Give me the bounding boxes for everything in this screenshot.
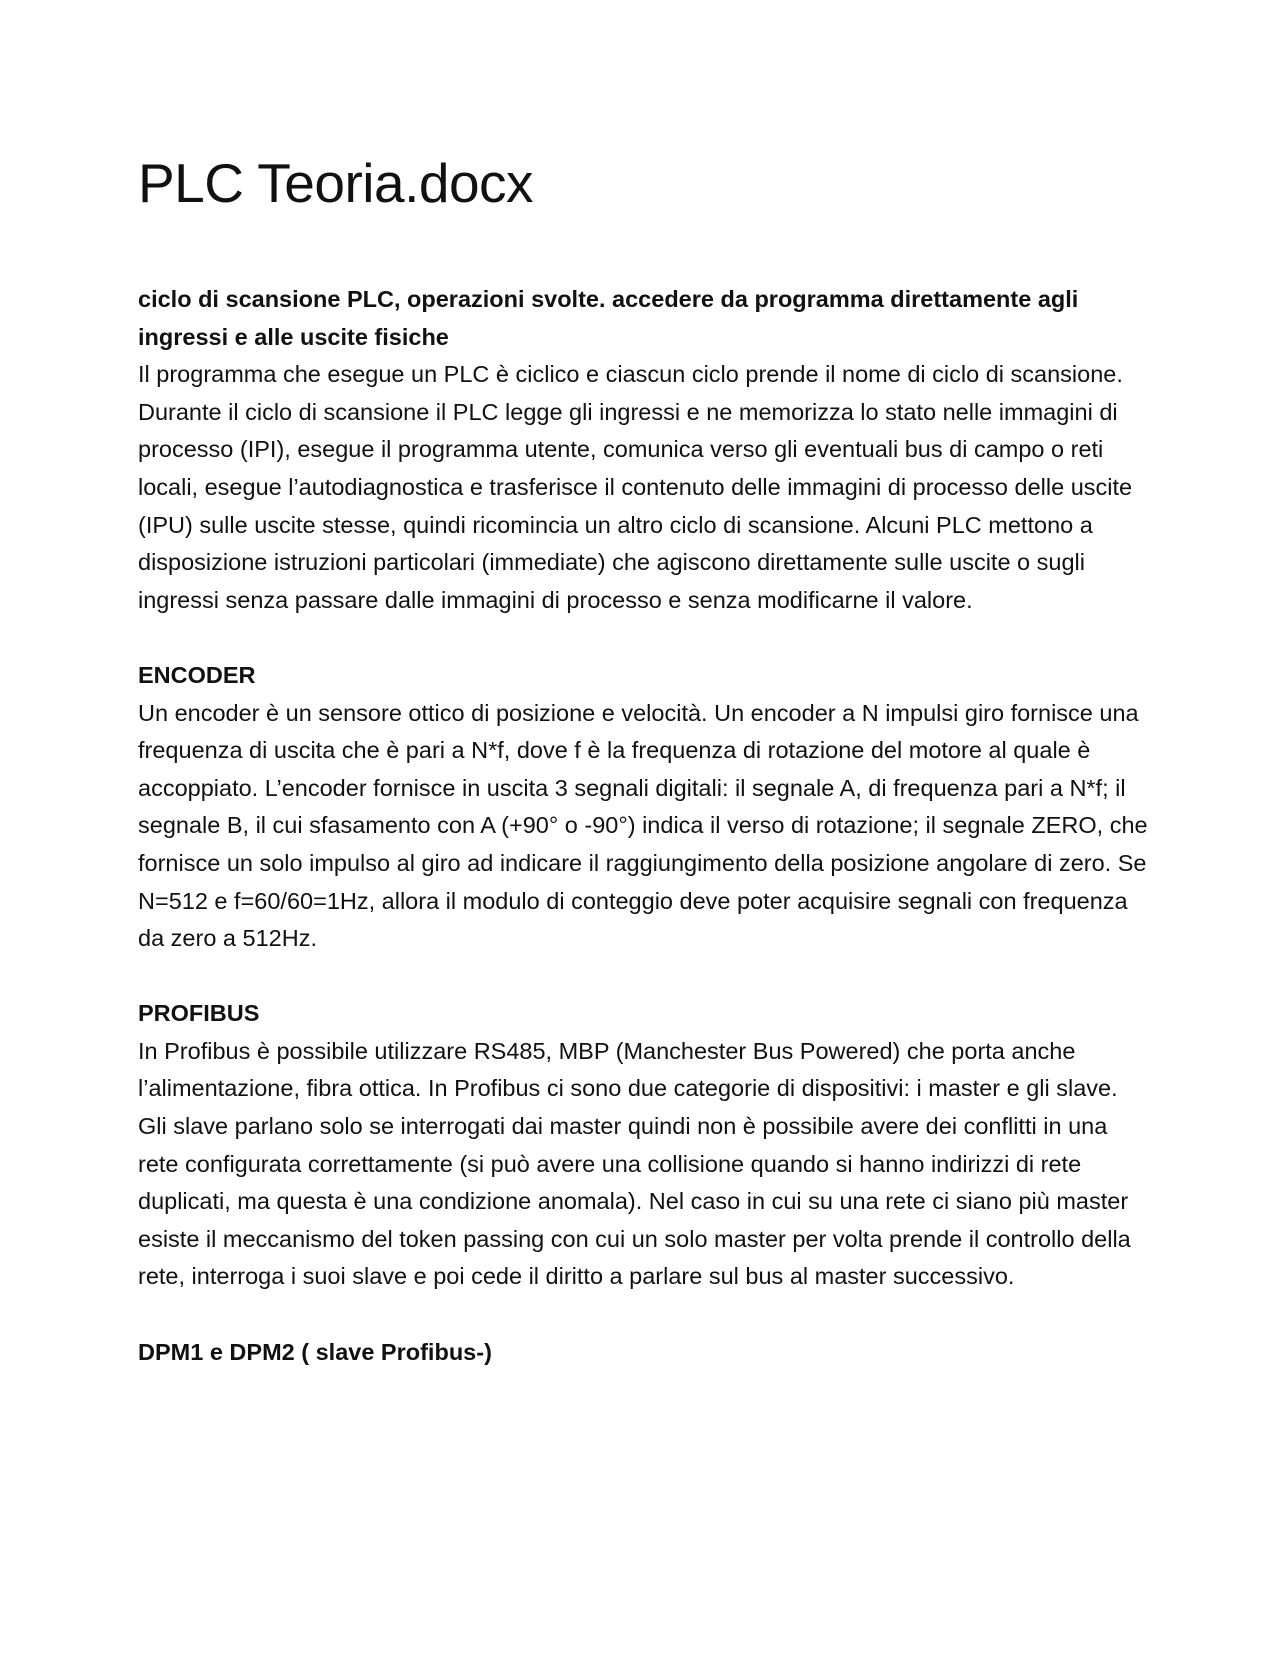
section-paragraph: In Profibus è possibile utilizzare RS485, MBP (Manchester Bus Powered) che porta anche l’alimentazione, fibra ottica. In Profibus ci sono due categorie di dispositivi: i master e gli slave. Gli slave parlano solo se interrogati dai master quindi non è possibile avere dei conflitti in una rete configurata correttamente (si può avere una collisione quando si hanno indirizzi di rete duplicati, ma questa è una condizione anomala). Nel caso in cui su una rete ci siano più master [138,1037,1129,1215]
section-heading: ENCODER [138,661,256,688]
section-dpm [138,1334,1148,1372]
section-encoder [138,657,1148,958]
section-heading: PROFIBUS [138,1000,260,1027]
document-title: PLC Teoria.docx [138,152,534,214]
section-profibus [138,995,1148,1296]
section-heading: ciclo di scansione PLC, operazioni svolte. accedere da programma direttamente agli ingressi e alle uscite fisiche [138,286,1079,350]
section-paragraph: Il programma che esegue un PLC è ciclico e ciascun ciclo prende il nome di ciclo di scansione. Durante il ciclo di scansione il PLC legge gli ingressi e ne memorizza lo stato nelle immagini di processo (IPI), esegue il programma utente, comunica verso gli eventuali bus di campo o reti locali, esegue l’autodiagnostica e trasferisce il contenuto delle immagini di processo delle uscite (IPU) sulle uscite stesse, quindi ricomincia un altro ciclo di scansione. Alcuni PLC mettono a disposizione istruzioni particolari (immediate) che agiscono direttamente sulle uscite o sugli ingressi senza passare dalle immagini di processo e senza modificarne il valore. [138,361,1133,613]
section-scan-cycle [138,281,1148,619]
section-paragraph: Un encoder è un sensore ottico di posizione e velocità. Un encoder a N impulsi giro fornisce una frequenza di uscita che è pari a N*f, dove f è la frequenza di rotazione del motore al quale è accoppiato. L’encoder fornisce in uscita 3 segnali digitali: il segnale A, di frequenza pari a N*f; il segnale B, il cui sfasamento con A (+90° o -90°) indica il verso di rotazione; il segnale ZERO, che fornisce un solo impulso al giro ad indicare il raggiungimento della posizione angolare di zero. Se N=512 e f=60/60=1Hz, allora il modulo di conteggio deve poter acquisire segnali con frequenza da zero a 512Hz. [138,699,1148,952]
document-page [138,150,1148,1371]
section-heading: DPM1 e DPM2 ( slave Profibus-) [138,1338,492,1365]
section-paragraph: esiste il meccanismo del token passing con cui un solo master per volta prende il controllo della rete, interroga i suoi slave e poi cede il diritto a parlare sul bus al master successivo. [138,1225,1131,1290]
